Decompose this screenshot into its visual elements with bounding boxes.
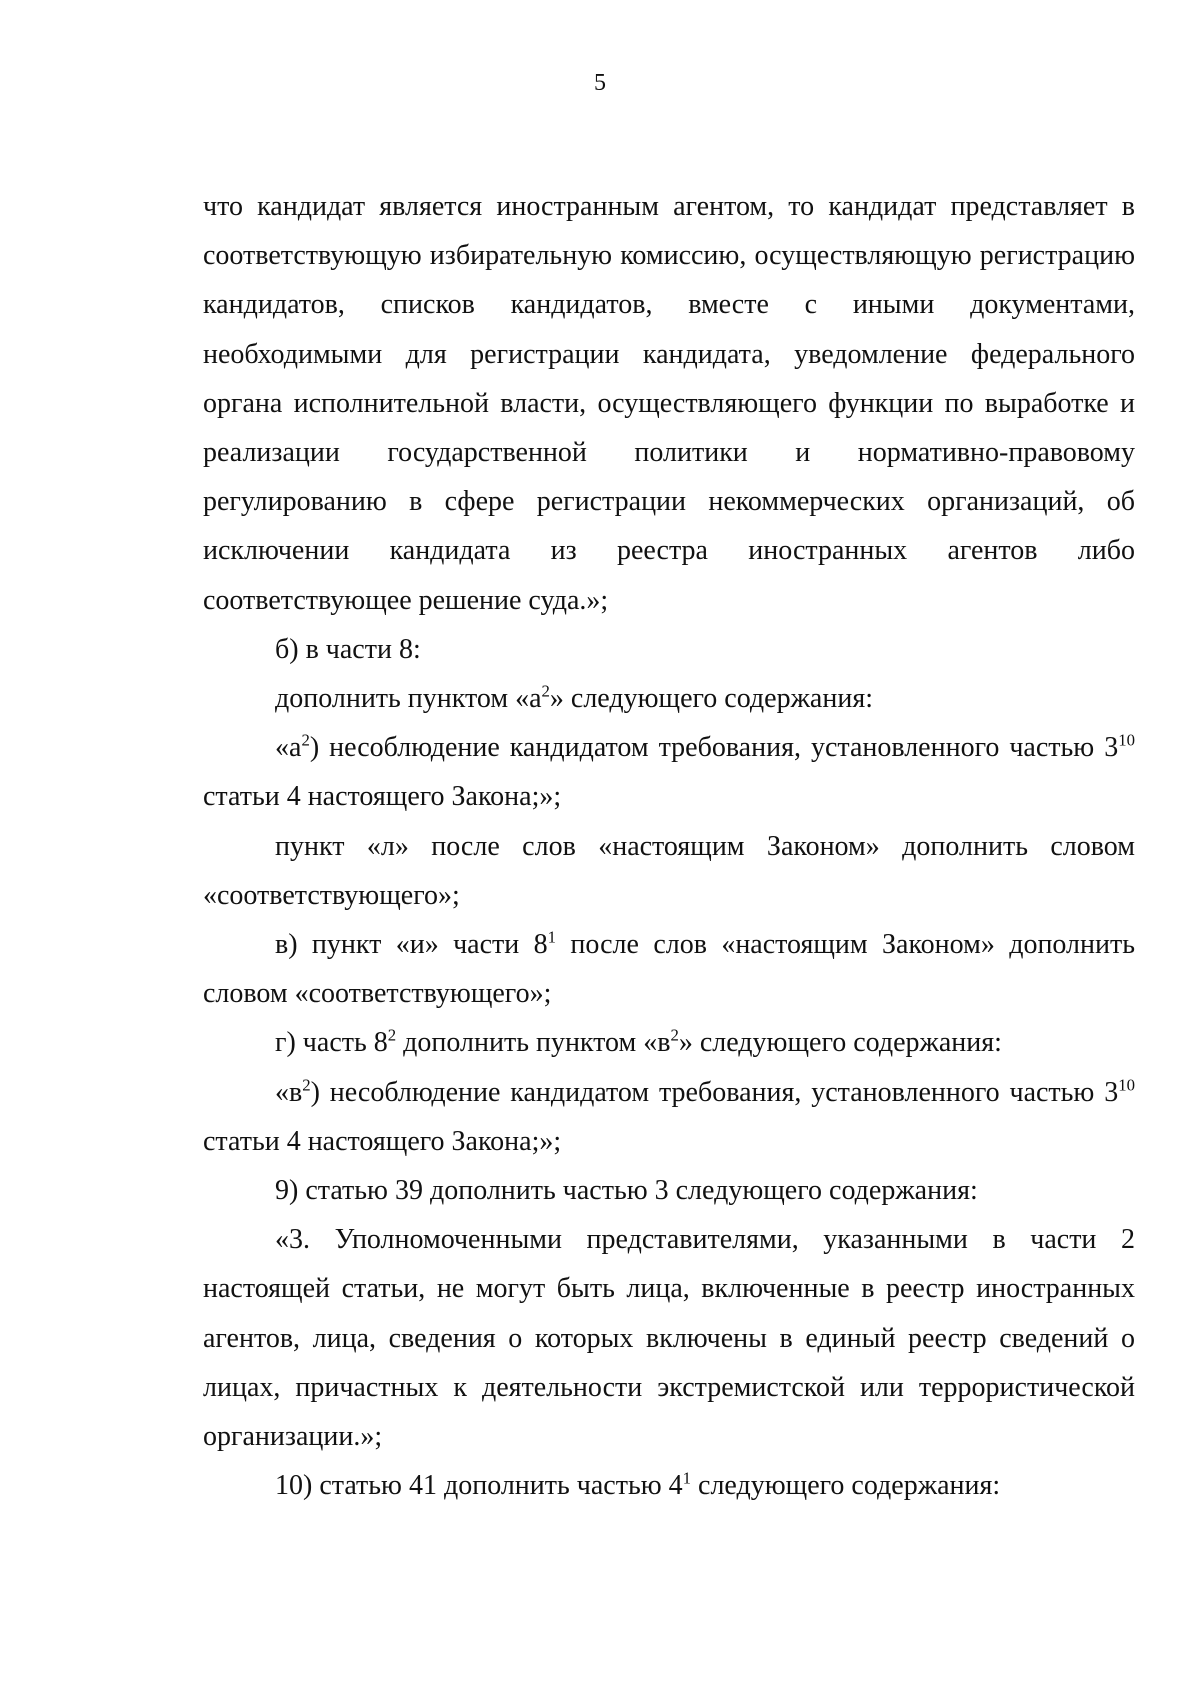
text-segment: ) несоблюдение кандидатом требования, установленного частью 3 [309, 732, 1119, 764]
paragraph-item-v2-text [203, 1068, 1135, 1166]
paragraph-add-item-a2 [203, 674, 1135, 723]
text-segment: «в [275, 1076, 303, 1108]
superscript: 2 [302, 1075, 311, 1095]
text-segment: 10) статью 41 дополнить частью 4 [275, 1470, 683, 1502]
superscript: 10 [1118, 730, 1135, 750]
paragraph-g-part-8-2 [203, 1018, 1135, 1067]
superscript: 1 [547, 927, 557, 947]
text-segment: следующего содержания: [691, 1470, 1001, 1502]
text-segment: дополнить пунктом «в [396, 1027, 671, 1059]
superscript: 10 [1118, 1075, 1135, 1095]
superscript: 1 [682, 1468, 692, 1488]
text-segment: » следующего содержания: [549, 683, 873, 715]
paragraph-item-l: пункт «л» после слов «настоящим Законом» дополнить словом «соответствующего»; [203, 830, 1135, 911]
superscript: 2 [541, 681, 550, 701]
page-number: 5 [594, 70, 606, 96]
superscript: 2 [387, 1026, 397, 1046]
paragraph-v-item-i [203, 920, 1135, 1018]
text-segment: в) пункт «и» части 8 [275, 929, 548, 961]
paragraph-article-41 [203, 1461, 1135, 1510]
text-segment: » следующего содержания: [678, 1027, 1002, 1059]
paragraph-article-39: 9) статью 39 дополнить частью 3 следующего содержания: [275, 1175, 978, 1207]
paragraph-part-3-text: «3. Уполномоченными представителями, указанными в части 2 настоящей статьи, не могут быть лица, включенные в реестр иностранных агентов, лица, сведения о которых включены в единый реестр сведений о лицах, причастных к деятельности экстремистской или террористической организации.»; [203, 1224, 1135, 1453]
text-segment: ) несоблюдение кандидатом требования, установленного частью 3 [310, 1076, 1119, 1108]
superscript: 2 [301, 730, 310, 750]
superscript: 2 [670, 1026, 679, 1046]
paragraph-b-part-8: б) в части 8: [275, 633, 421, 665]
paragraph-item-a2-text [203, 723, 1135, 821]
text-segment: статьи 4 настоящего Закона;»; [203, 1125, 562, 1157]
text-segment: г) часть 8 [275, 1027, 388, 1059]
text-segment: после слов «настоящим Законом» дополнить словом «соответствующего»; [203, 929, 1136, 1010]
text-segment: «а [275, 732, 302, 764]
text-segment: дополнить пунктом «а [275, 683, 542, 715]
document-body [203, 182, 1135, 1510]
text-segment: статьи 4 настоящего Закона;»; [203, 781, 562, 813]
paragraph-continuation: что кандидат является иностранным агентом, то кандидат представляет в соответствующую избирательную комиссию, осуществляющую регистрацию кандидатов, списков кандидатов, вместе с иными документами, необходимыми для регистрации кандидата, уведомление федерального органа исполнительной власти, осуществляющего функции по выработке и реализации государственной политики и нормативно-правовому регулированию в сфере регистрации некоммерческих организаций, об исключении кандидата из реестра иностранных агентов либо соответствующее решение суда.»; [203, 191, 1135, 616]
